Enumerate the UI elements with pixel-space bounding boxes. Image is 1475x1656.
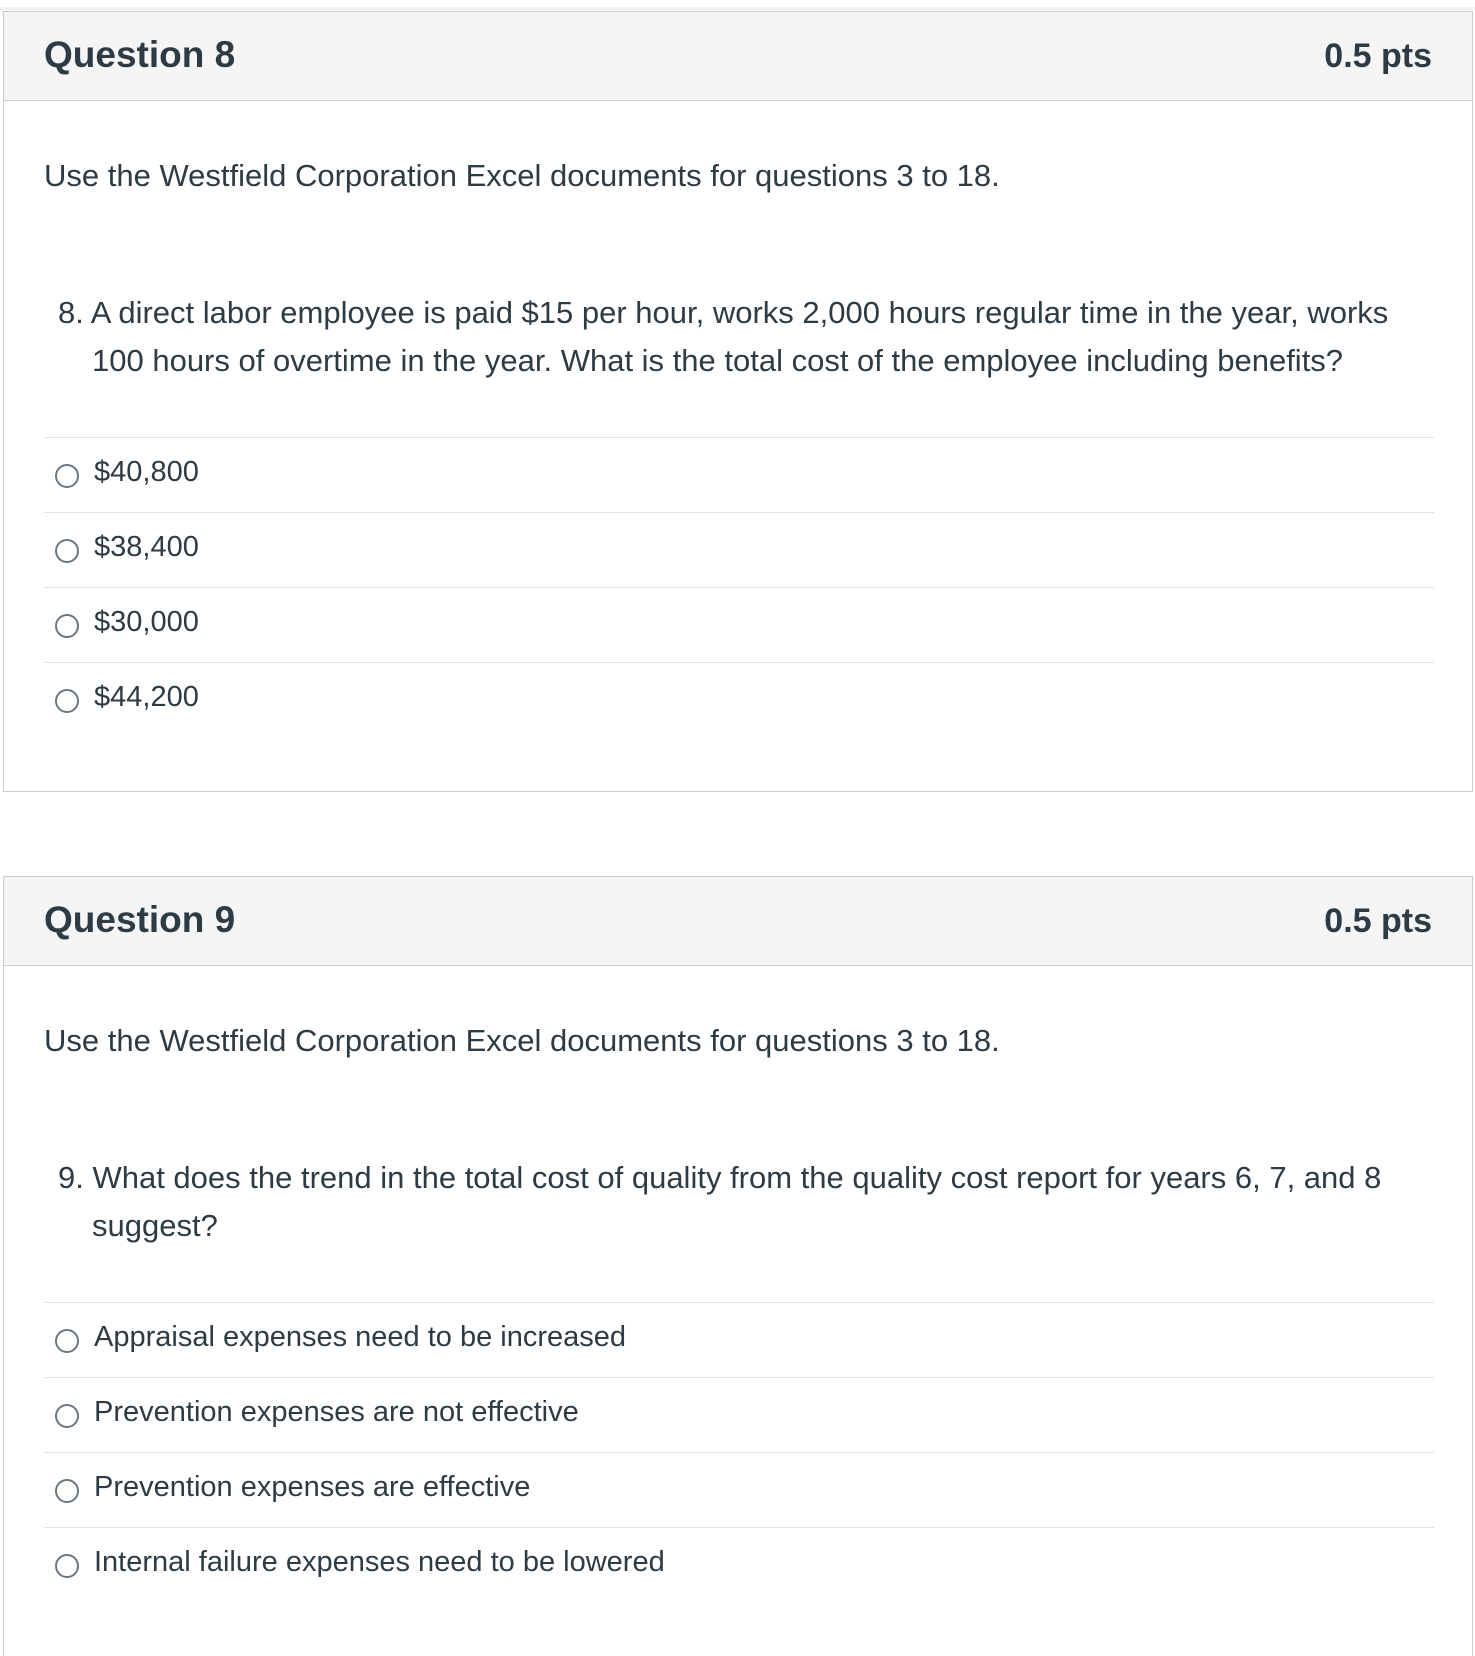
answer-option[interactable]	[44, 1302, 1434, 1377]
question-prompt: 9. What does the trend in the total cost of quality from the quality cost report for years 6, 7, and 8 suggest?	[58, 1160, 1382, 1243]
answer-option[interactable]	[44, 662, 1434, 737]
radio-button[interactable]	[55, 689, 79, 713]
answer-label[interactable]: $38,400	[94, 531, 199, 563]
radio-button[interactable]	[55, 1479, 79, 1503]
answer-option[interactable]	[44, 437, 1434, 512]
answer-option[interactable]	[44, 1527, 1434, 1602]
answer-label[interactable]: Prevention expenses are not effective	[94, 1396, 579, 1428]
question-8-card	[3, 11, 1473, 792]
question-header	[4, 12, 1472, 101]
radio-button[interactable]	[55, 464, 79, 488]
answer-label[interactable]: $44,200	[94, 681, 199, 713]
top-divider	[0, 0, 1475, 10]
question-intro: Use the Westfield Corporation Excel documents for questions 3 to 18.	[44, 1023, 1000, 1058]
answer-label[interactable]: Internal failure expenses need to be lowered	[94, 1546, 665, 1578]
answer-label[interactable]: Appraisal expenses need to be increased	[94, 1321, 627, 1353]
radio-button[interactable]	[55, 1554, 79, 1578]
answer-label[interactable]: Prevention expenses are effective	[94, 1471, 531, 1503]
answer-label[interactable]: $30,000	[94, 606, 199, 638]
question-title: Question 9	[44, 899, 236, 940]
answer-list	[44, 437, 1434, 737]
question-points: 0.5 pts	[1324, 37, 1432, 75]
answer-option[interactable]	[44, 1452, 1434, 1527]
radio-button[interactable]	[55, 1329, 79, 1353]
answer-option[interactable]	[44, 512, 1434, 587]
answer-option[interactable]	[44, 587, 1434, 662]
answer-label[interactable]: $40,800	[94, 456, 199, 488]
answer-list	[44, 1302, 1434, 1602]
question-intro: Use the Westfield Corporation Excel documents for questions 3 to 18.	[44, 158, 1000, 193]
question-title: Question 8	[44, 34, 236, 75]
radio-button[interactable]	[55, 614, 79, 638]
question-9-card	[3, 876, 1473, 1656]
radio-button[interactable]	[55, 1404, 79, 1428]
answer-option[interactable]	[44, 1377, 1434, 1452]
question-header	[4, 877, 1472, 966]
question-prompt: 8. A direct labor employee is paid $15 per hour, works 2,000 hours regular time in the year, works 100 hours of overtime in the year. What is the total cost of the employee including benefits?	[58, 295, 1389, 378]
radio-button[interactable]	[55, 539, 79, 563]
question-points: 0.5 pts	[1324, 902, 1432, 940]
